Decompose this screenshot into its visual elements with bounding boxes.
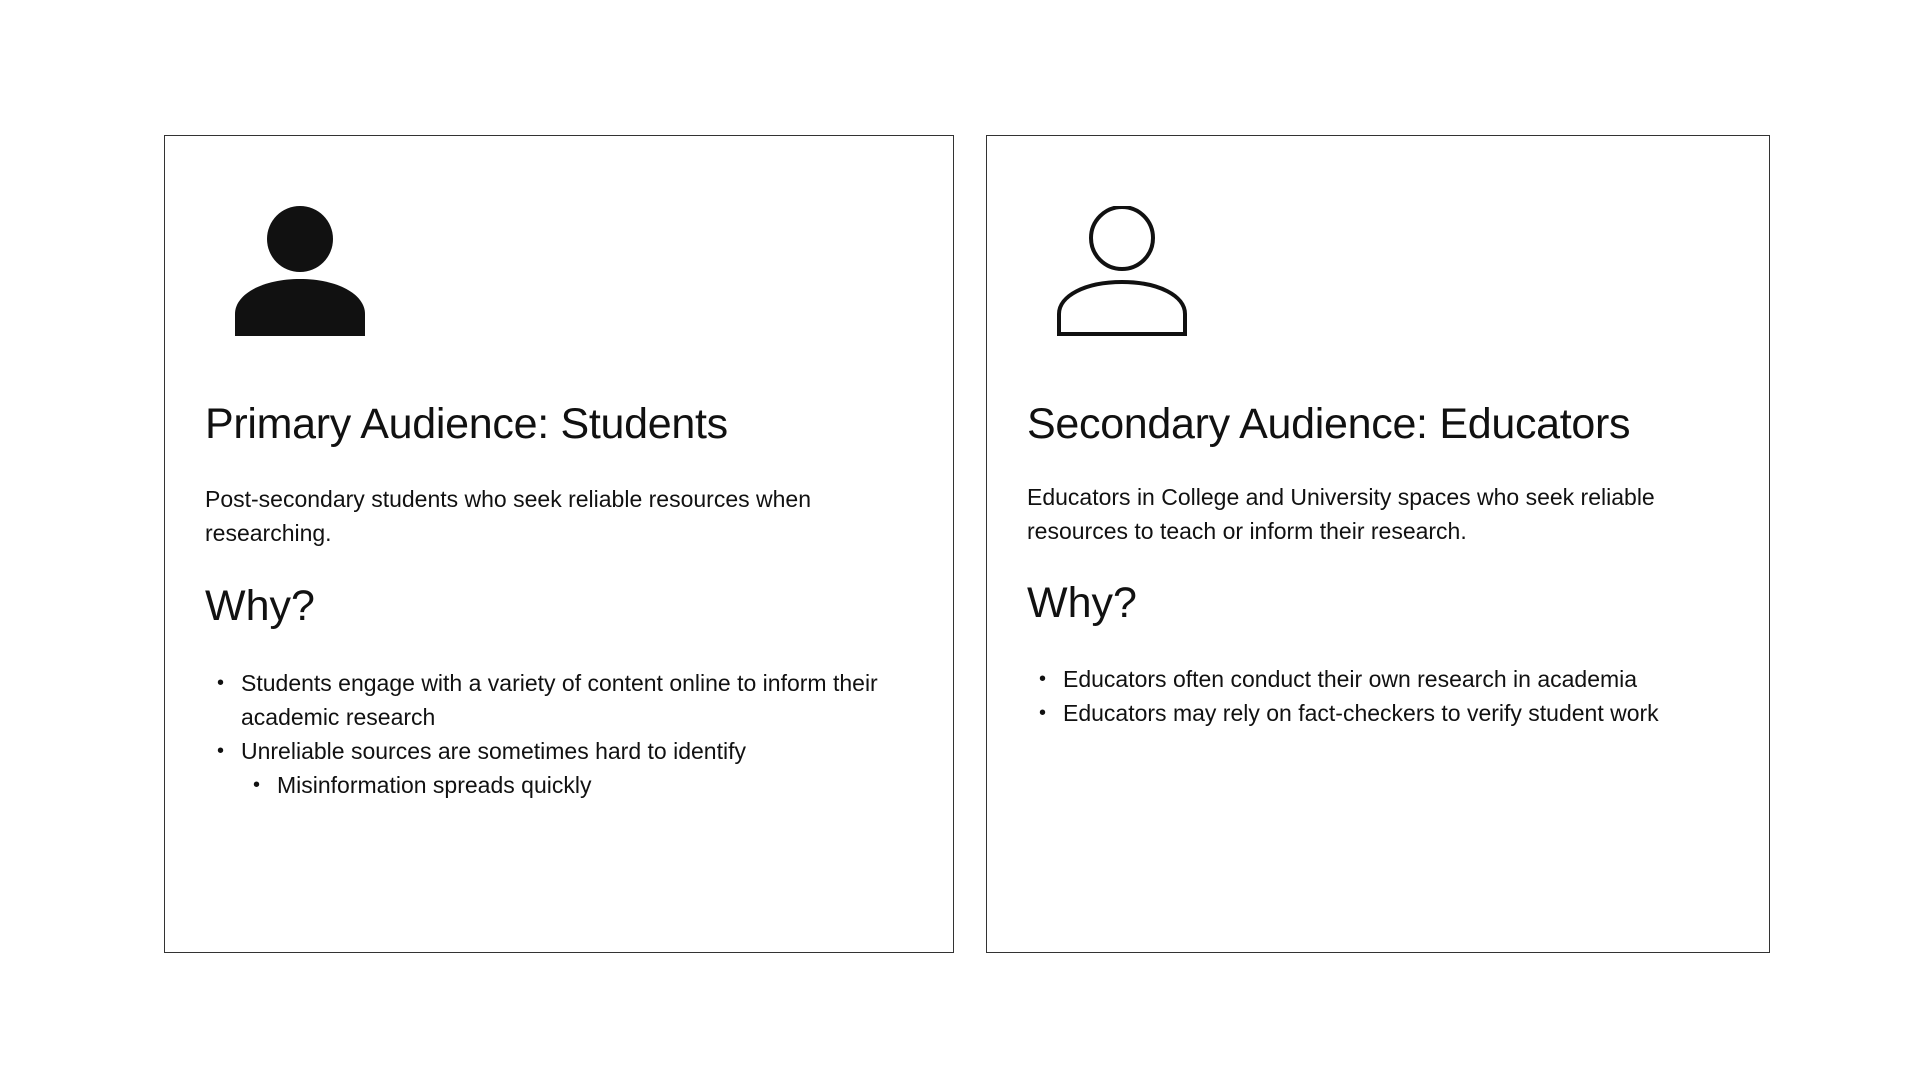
card-description: Educators in College and University spaces who seek reliable resources to teach or inform their research. bbox=[1027, 484, 1655, 544]
reasons-list bbox=[1027, 662, 1763, 730]
why-heading: Why? bbox=[205, 582, 315, 630]
sub-list-item: • Misinformation spreads quickly bbox=[241, 768, 941, 802]
primary-audience-card bbox=[164, 135, 954, 953]
list-item: • Unreliable sources are sometimes hard to identify bbox=[241, 734, 941, 768]
person-outline-icon bbox=[1057, 206, 1187, 336]
list-item: • Students engage with a variety of content online to inform their academic research bbox=[241, 666, 941, 734]
person-filled-icon bbox=[235, 206, 365, 336]
list-item: • Educators may rely on fact-checkers to verify student work bbox=[1063, 696, 1763, 730]
reasons-list bbox=[205, 666, 941, 802]
card-heading: Primary Audience: Students bbox=[205, 400, 728, 448]
why-heading: Why? bbox=[1027, 579, 1137, 627]
secondary-audience-card bbox=[986, 135, 1770, 953]
list-item: • Educators often conduct their own research in academia bbox=[1063, 662, 1763, 696]
card-description: Post-secondary students who seek reliable resources when researching. bbox=[205, 486, 811, 546]
card-heading: Secondary Audience: Educators bbox=[1027, 400, 1631, 448]
